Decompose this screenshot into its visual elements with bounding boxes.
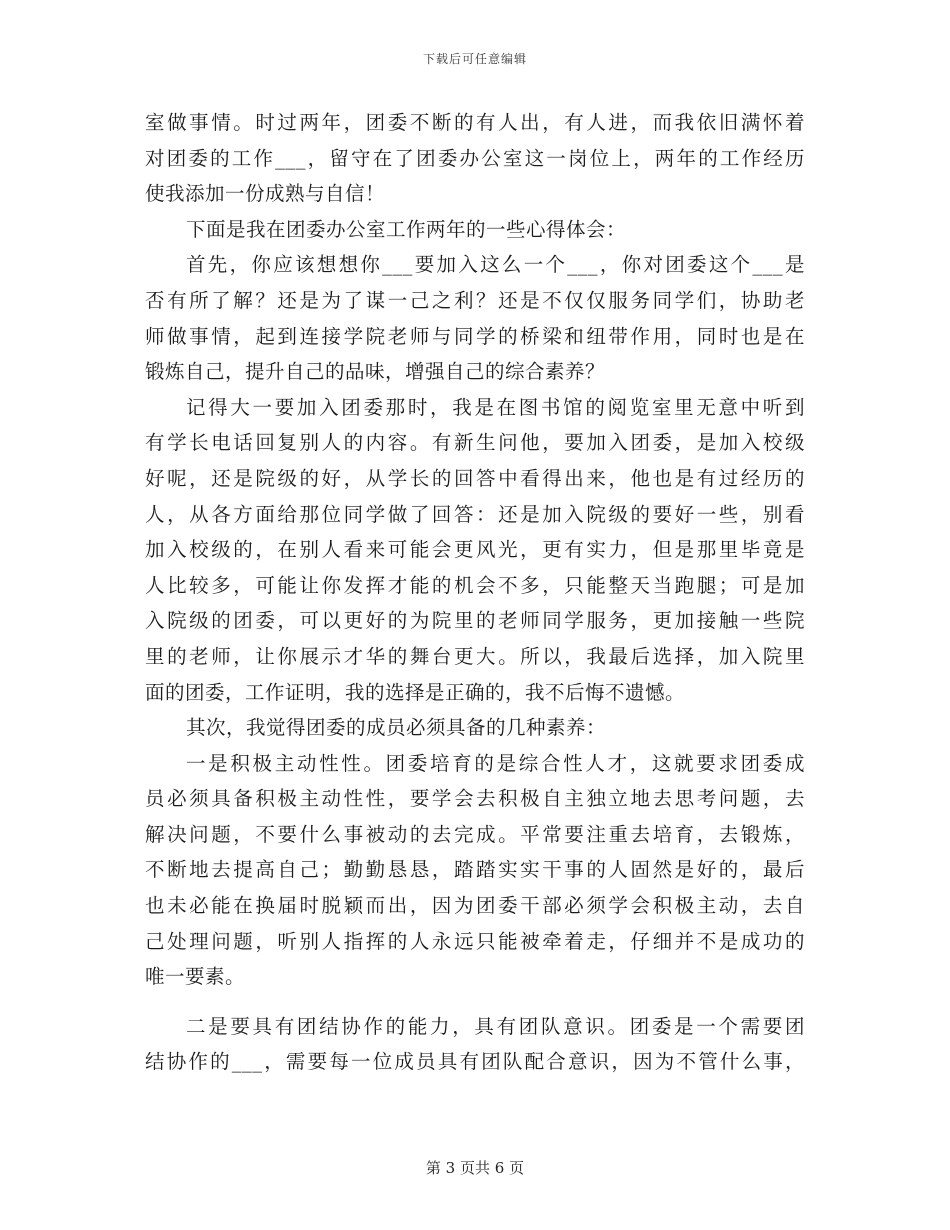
text-line: 结协作的___，需要每一位成员具有团队配合意识，因为不管什么事，: [145, 1050, 805, 1074]
text-line: 面的团委，工作证明，我的选择是正确的，我不后悔不遗憾。: [145, 680, 686, 704]
text-line: 使我添加一份成熟与自信！: [145, 182, 386, 206]
text-line: 员必须具备积极主动性性，要学会去积极自主独立地去思考问题，去: [145, 787, 805, 811]
text-line: 二是要具有团结协作的能力，具有团队意识。团委是一个需要团: [186, 1014, 805, 1038]
text-line: 首先，你应该想想你___要加入这么一个___，你对团委这个___是: [186, 253, 805, 277]
text-line: 也未必能在换届时脱颖而出，因为团委干部必须学会积极主动，去自: [145, 894, 805, 918]
text-line: 下面是我在团委办公室工作两年的一些心得体会：: [186, 217, 627, 241]
text-line: 入院级的团委，可以更好的为院里的老师同学服务，更加接触一些院: [145, 609, 805, 633]
text-line: 唯一要素。: [145, 965, 246, 989]
page-header: 下载后可任意编辑: [422, 52, 527, 66]
text-line: 记得大一要加入团委那时，我是在图书馆的阅览室里无意中听到: [186, 395, 805, 419]
paragraph-gap: [145, 995, 805, 1009]
text-line: 人比较多，可能让你发挥才能的机会不多，只能整天当跑腿；可是加: [145, 573, 805, 597]
text-line: 解决问题，不要什么事被动的去完成。平常要注重去培育，去锻炼，: [145, 822, 805, 846]
text-line: 加入校级的，在别人看来可能会更风光，更有实力，但是那里毕竟是: [145, 538, 805, 562]
text-line: 不断地去提高自己；勤勤恳恳，踏踏实实干事的人固然是好的，最后: [145, 858, 805, 882]
text-line: 一是积极主动性性。团委培育的是综合性人才，这就要求团委成: [186, 751, 805, 775]
text-line: 好呢，还是院级的好，从学长的回答中看得出来，他也是有过经历的: [145, 466, 805, 490]
text-line: 师做事情，起到连接学院老师与同学的桥梁和纽带作用，同时也是在: [145, 324, 805, 348]
text-line: 室做事情。时过两年，团委不断的有人出，有人进，而我依旧满怀着: [145, 111, 805, 134]
document-body: [145, 105, 805, 1080]
text-line: 里的老师，让你展示才华的舞台更大。所以，我最后选择，加入院里: [145, 644, 805, 668]
text-line: 对团委的工作___，留守在了团委办公室这一岗位上，两年的工作经历: [145, 146, 805, 170]
text-line: 人，从各方面给那位同学做了回答：还是加入院级的要好一些，别看: [145, 502, 805, 526]
page-number: 第 3 页共 6 页: [425, 1159, 525, 1177]
text-line: 否有所了解？还是为了谋一己之利？还是不仅仅服务同学们，协助老: [145, 288, 805, 312]
text-line: 己处理问题，听别人指挥的人永远只能被牵着走，仔细并不是成功的: [145, 929, 805, 953]
text-line: 有学长电话回复别人的内容。有新生问他，要加入团委，是加入校级: [145, 431, 805, 455]
text-line: 锻炼自己，提升自己的品味，增强自己的综合素养？: [145, 360, 606, 384]
text-line: 其次，我觉得团委的成员必须具备的几种素养：: [186, 716, 607, 740]
